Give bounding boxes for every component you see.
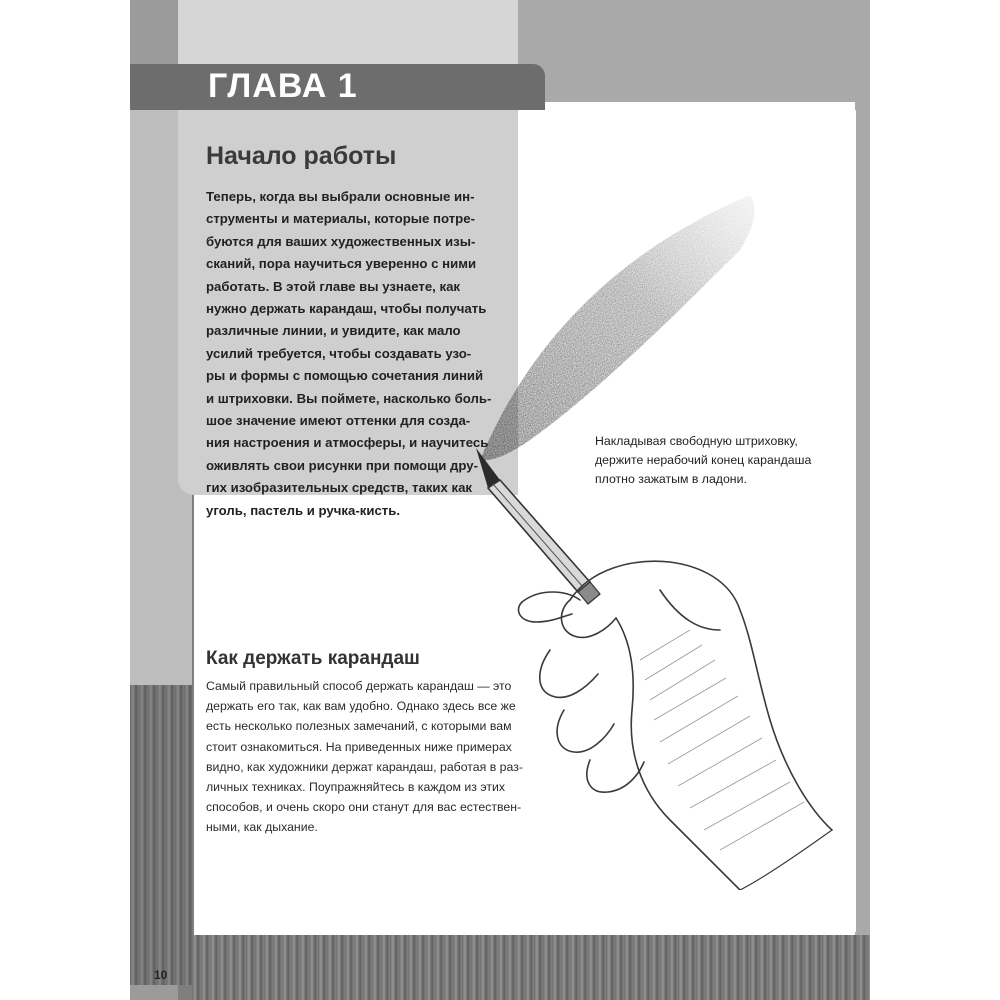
- intro-line: ния настроения и атмосферы, и научитесь: [206, 435, 489, 451]
- body-line: держать его так, как вам удобно. Однако здесь все же: [206, 699, 516, 714]
- body-line: личных техниках. Поупражняйтесь в каждом из этих: [206, 780, 505, 795]
- left-column-textured: [130, 685, 192, 985]
- intro-line: нужно держать карандаш, чтобы получать: [206, 301, 487, 317]
- body-line: стоит ознакомиться. На приведенных ниже примерах: [206, 739, 512, 754]
- intro-line: оживлять свои рисунки при помощи дру-: [206, 457, 478, 473]
- illustration-caption: [595, 432, 840, 489]
- section-title: Начало работы: [206, 142, 397, 170]
- caption-line: держите нерабочий конец карандаша: [595, 453, 812, 467]
- bottom-textured-band: [192, 935, 870, 1000]
- caption-line: плотно зажатым в ладони.: [595, 472, 747, 486]
- intro-line: гих изобразительных средств, таких как: [206, 480, 473, 496]
- caption-line: Накладывая свободную штриховку,: [595, 434, 798, 448]
- pencil: [476, 448, 600, 604]
- top-right-bar: [518, 0, 870, 102]
- right-strip: [855, 100, 870, 990]
- hatching-stroke: [480, 195, 755, 460]
- body-paragraph: [206, 676, 536, 838]
- intro-line: уголь, пастель и ручка-кисть.: [206, 502, 401, 518]
- intro-line: работать. В этой главе вы узнаете, как: [206, 278, 461, 294]
- body-line: есть несколько полезных замечаний, с которыми вам: [206, 719, 512, 734]
- body-line: Самый правильный способ держать карандаш — это: [206, 679, 512, 693]
- hand: [518, 561, 832, 890]
- intro-line: шое значение имеют оттенки для созда-: [206, 413, 471, 429]
- intro-line: буются для ваших художественных изы-: [206, 233, 476, 249]
- intro-line: ры и формы с помощью сочетания линий: [206, 368, 484, 384]
- intro-line: усилий требуется, чтобы создавать узо-: [206, 345, 472, 361]
- hand-shading: [640, 630, 804, 850]
- chapter-title: ГЛАВА 1: [208, 67, 358, 105]
- intro-line: и штриховки. Вы поймете, насколько боль-: [206, 390, 492, 406]
- intro-line: струменты и материалы, которые потре-: [206, 211, 475, 227]
- intro-line: сканий, пора научиться уверенно с ними: [206, 256, 477, 272]
- subsection-title: Как держать карандаш: [206, 648, 420, 669]
- body-line: ными, как дыхание.: [206, 820, 318, 835]
- page-number: 10: [154, 968, 168, 982]
- intro-line: Теперь, когда вы выбрали основные ин-: [206, 189, 475, 204]
- body-line: способов, и очень скоро они станут для вас естествен-: [206, 800, 522, 815]
- body-line: видно, как художники держат карандаш, работая в раз-: [206, 759, 523, 774]
- intro-line: различные линии, и увидите, как мало: [206, 323, 461, 339]
